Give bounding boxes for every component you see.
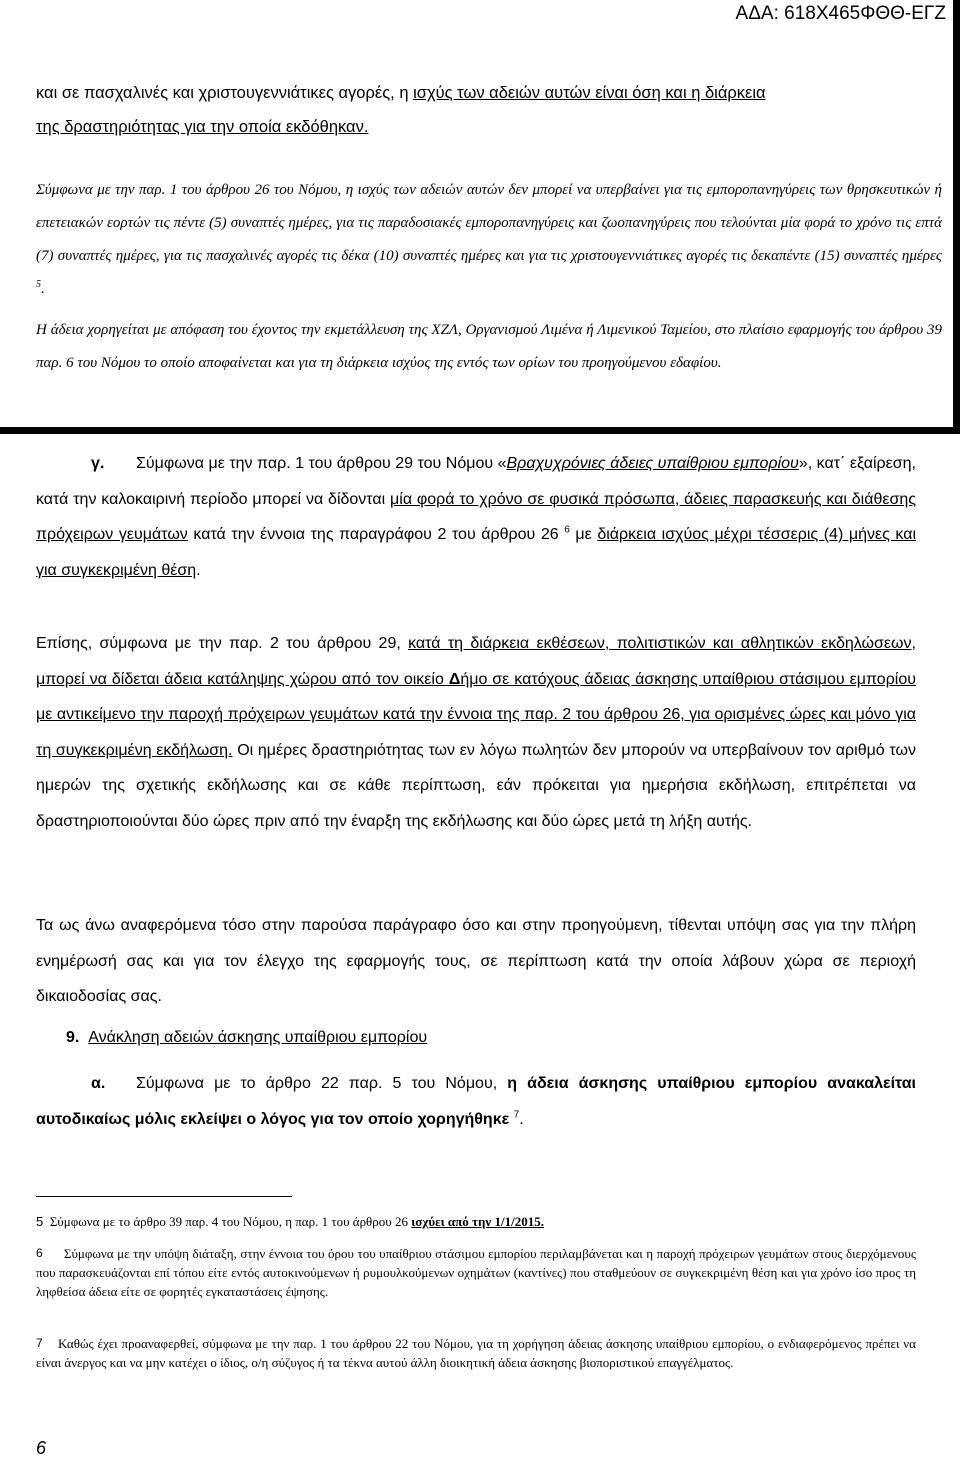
footnote-separator [36, 1196, 292, 1197]
paragraph-license-decision: Η άδεια χορηγείται με απόφαση του έχοντος την εκμετάλλευση της ΧΖΛ, Οργανισμού Λιμένα ή Λιμενικού Ταμείου, στο πλαίσιο εφαρμογής του άρθρου 39 παρ. 6 του Νόμου το οποίο αποφαίνεται και για τη διάρκεια ισχύος της εντός των ορίων του προηγούμενου εδαφίου. [36, 322, 942, 371]
ada-code: ΑΔΑ: 618Χ465ΦΘΘ-ΕΓΖ [735, 3, 946, 24]
footnote-7: 7 Καθώς έχει προαναφερθεί, σύμφωνα με την παρ. 1 του άρθρου 22 του Νόμου, για τη χορήγηση άδειας άσκησης υπαίθριου εμπορίου, ο ενδιαφερόμενος πρέπει να είναι άνεργος και να μην κατέχει ο ίδιος, ο/η σύζυγος ή τα τέκνα αυτού άλλη διοικητική άδεια άσκησης βιοποριστικού επαγγέλματος. [36, 1336, 916, 1370]
page-number: 6 [36, 1438, 47, 1458]
paragraph-alpha: α. Σύμφωνα με το άρθρο 22 παρ. 5 του Νόμου, η άδεια άσκησης υπαίθριου εμπορίου ανακαλείται αυτοδικαίως μόλις εκλείψει ο λόγος για τον οποίο χορηγήθηκε $^7$. [36, 1075, 917, 1128]
footnote-6: 6 Σύμφωνα με την υπόψη διάταξη, στην έννοια του όρου του υπαίθριου στάσιμου εμπορίου περιλαμβάνεται και η παροχή πρόχειρων γευμάτων στους διερχόμενους που παρασκευάζονται επί τόπου είτε εντός αυτοκινούμενων ή ρυμουλκούμενων οχημάτων (καντίνες) που σταθμεύουν σε συγκεκριμένη θέση και για χρόνο ίσο προς τη ληφθείσα άδεια είτε σε φορητές εγκαταστάσεις έψησης. [36, 1246, 917, 1299]
paragraph-intro: και σε πασχαλινές και χριστουγεννιάτικες αγορές, η ισχύς των αδειών αυτών είναι όση και η διάρκεια της δραστηριότητας για την οποία εκδόθηκαν. [36, 84, 766, 136]
paragraph-gamma: γ. Σύμφωνα με την παρ. 1 του άρθρου 29 του Νόμου «Βραχυχρόνιες άδειες υπαίθριου εμπορίου», κατ΄ εξαίρεση, κατά την καλοκαιρινή περίοδο μπορεί να δίδονται μία φορά το χρόνο σε φυσικά πρόσωπα, άδειες παρασκευής και διάθεσης πρόχειρων γευμάτων κατά την έννοια της παραγράφου 2 του άρθρου 26 $^6$ με διάρκεια ισχύος μέχρι τέσσερις (4) μήνες και για συγκεκριμένη θέση. [36, 455, 917, 579]
footnote-5: 5 Σύμφωνα με το άρθρο 39 παρ. 4 του Νόμου, η παρ. 1 του άρθρου 26 ισχύει από την 1/1/2015. [36, 1214, 544, 1229]
paragraph-article26: Σύμφωνα με την παρ. 1 του άρθρου 26 του Νόμου, η ισχύς των αδειών αυτών δεν μπορεί να υπερβαίνει για τις εμποροπανηγύρεις των θρησκευτικών ή επετειακών εορτών τις πέντε (5) συναπτές ημέρες, για τις παραδοσιακές εμποροπανηγύρεις και ζωοπανηγύρεις που τελούνται μία φορά το χρόνο τις επτά (7) συναπτές ημέρες, για τις πασχαλινές αγορές τις δέκα (10) συναπτές ημέρες και για τις χριστουγεννιάτικες αγορές τις δεκαπέντε (15) συναπτές ημέρες $^5$. [36, 182, 942, 297]
paragraph-ta-os: Τα ως άνω αναφερόμενα τόσο στην παρούσα παράγραφο όσο και στην προηγούμενη, τίθενται υπόψη σας για την πλήρη ενημέρωσή σας και για τον έλεγχο της εφαρμογής τους, σε περίπτωση κατά την οποία λάβουν χώρα σε περιοχή δικαιοδοσίας σας. [36, 917, 916, 1005]
section-9-heading: 9. Ανάκληση αδειών άσκησης υπαίθριου εμπορίου [66, 1029, 428, 1046]
paragraph-episis: Επίσης, σύμφωνα με την παρ. 2 του άρθρου 29, κατά τη διάρκεια εκθέσεων, πολιτιστικών και αθλητικών εκδηλώσεων, μπορεί να δίδεται άδεια κατάληψης χώρου από τον οικείο Δήμο σε κατόχους άδειας άσκησης υπαίθριου στάσιμου εμπορίου με αντικείμενο την παροχή πρόχειρων γευμάτων κατά την έννοια της παρ. 2 του άρθρου 26, για ορισμένες ώρες και μόνο για τη συγκεκριμένη εκδήλωση. Οι ημέρες δραστηριότητας των εν λόγω πωλητών δεν μπορούν να υπερβαίνουν τον αριθμό των ημερών της σχετικής εκδήλωσης και σε κάθε περίπτωση, εάν πρόκειται για ημερήσια εκδήλωση, επιτρέπεται να δραστηριοποιούνται δύο ώρες πριν από την έναρξη της εκδήλωσης και δύο ώρες μετά τη λήξη αυτής. [36, 635, 916, 830]
